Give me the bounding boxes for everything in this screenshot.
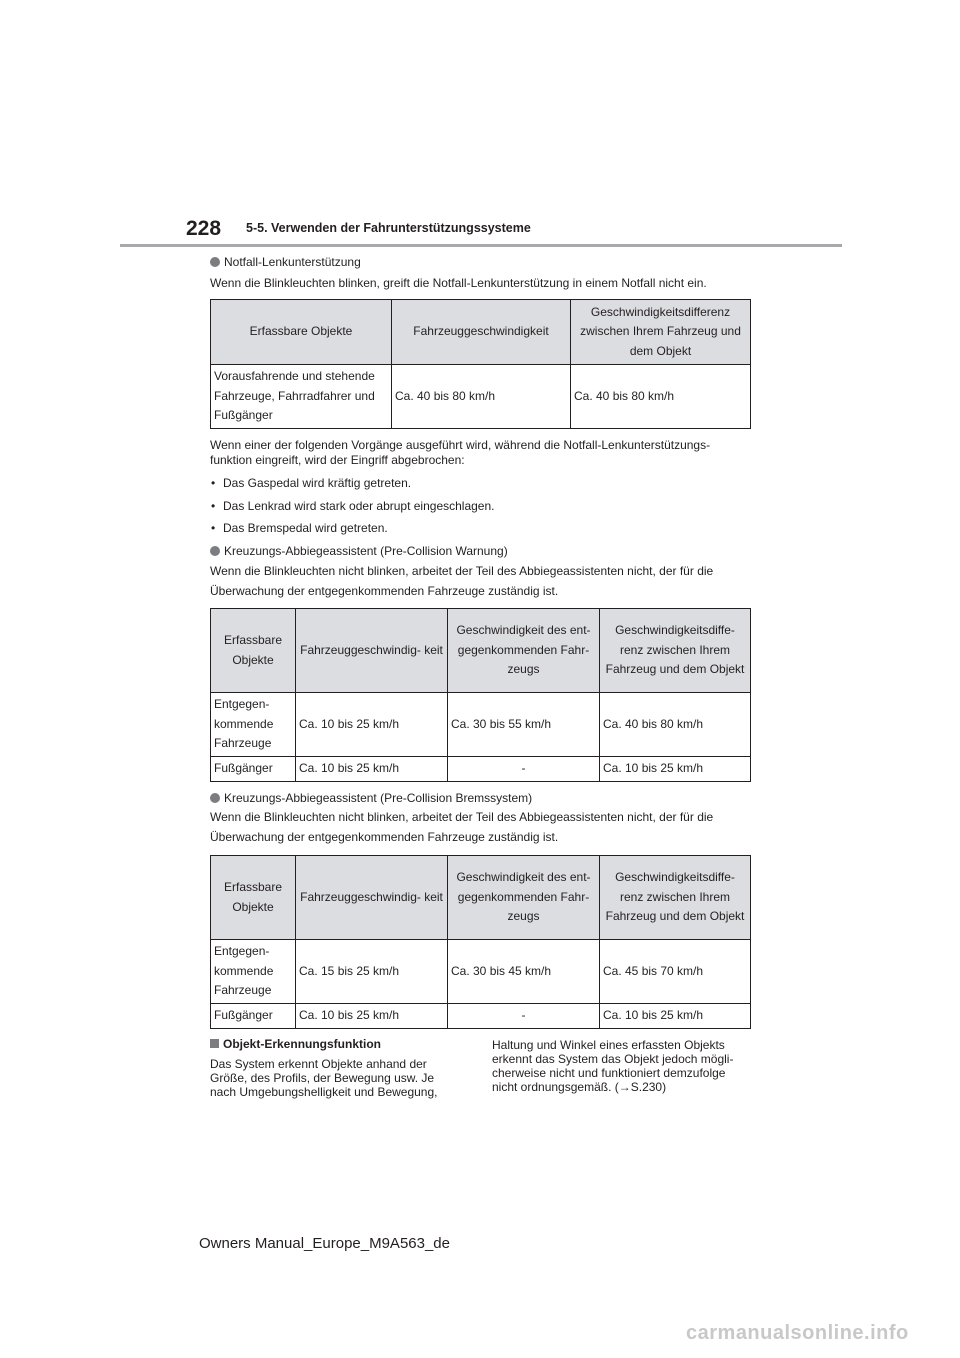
table-header-cell: Geschwindigkeitsdifferenz zwischen Ihrem Fahrzeug und dem Objekt (571, 300, 751, 365)
table-header-cell: Geschwindigkeitsdiffe- renz zwischen Ihrem Fahrzeug und dem Objekt (600, 856, 751, 940)
table-cell: Vorausfahrende und stehende Fahrzeuge, Fahrradfahrer und Fußgänger (211, 365, 392, 429)
table-cell: Ca. 10 bis 25 km/h (296, 757, 448, 782)
watermark: carmanualsonline.info (686, 1322, 909, 1344)
page-number: 228 (186, 217, 222, 240)
table-header-cell: Erfassbare Objekte (211, 609, 296, 693)
section4-right-text: Haltung und Winkel eines erfassten Objekts erkennt das System das Objekt jedoch mögli- cherweise nicht und funktioniert demzufolge nicht ordnungsgemäß. (→S.230) (492, 1038, 734, 1094)
table-cell: Ca. 45 bis 70 km/h (600, 940, 751, 1004)
table-cell: Fußgänger (211, 757, 296, 782)
table-cell: - (448, 757, 600, 782)
table-turn-assist-brake (210, 855, 751, 1029)
list-item: • Das Lenkrad wird stark oder abrupt eingeschlagen. (211, 499, 495, 513)
table-row (211, 365, 751, 429)
table-cell: Entgegen- kommende Fahrzeuge (211, 940, 296, 1004)
table-cell: Ca. 30 bis 45 km/h (448, 940, 600, 1004)
table-header-cell: Fahrzeuggeschwindig- keit (296, 609, 448, 693)
section3-text-line1: Wenn die Blinkleuchten nicht blinken, arbeitet der Teil des Abbiegeassistenten nicht, der für die (210, 810, 714, 824)
section4-heading: Objekt-Erkennungsfunktion (210, 1037, 381, 1052)
table-header-cell: Fahrzeuggeschwindigkeit (392, 300, 571, 365)
table-cell: - (448, 1004, 600, 1029)
table-cell: Fußgänger (211, 1004, 296, 1029)
section-title: 5-5. Verwenden der Fahrunterstützungssysteme (246, 221, 531, 235)
section1-text: Wenn die Blinkleuchten blinken, greift die Notfall-Lenkunterstützung in einem Notfall nicht ein. (210, 276, 707, 290)
table-emergency-steering (210, 299, 751, 429)
table-header-cell: Geschwindigkeitsdiffe- renz zwischen Ihrem Fahrzeug und dem Objekt (600, 609, 751, 693)
section1-after-text: Wenn einer der folgenden Vorgänge ausgeführt wird, während die Notfall-Lenkunterstützungs- funktion eingreift, wird der Eingriff abgebrochen: (210, 438, 711, 467)
table-turn-assist-warning (210, 608, 751, 782)
table-cell: Ca. 40 bis 80 km/h (571, 365, 751, 429)
table-cell: Entgegen- kommende Fahrzeuge (211, 693, 296, 757)
table-row (211, 940, 751, 1004)
header-divider (120, 244, 842, 247)
bullet-dot-icon (210, 257, 220, 267)
list-item: • Das Gaspedal wird kräftig getreten. (211, 476, 412, 490)
section3-heading: Kreuzungs-Abbiegeassistent (Pre-Collision Bremssystem) (210, 791, 532, 806)
section2-heading: Kreuzungs-Abbiegeassistent (Pre-Collision Warnung) (210, 544, 508, 559)
table-row (211, 757, 751, 782)
table-header-cell: Geschwindigkeit des ent- gegenkommenden Fahr- zeugs (448, 856, 600, 940)
table-cell: Ca. 40 bis 80 km/h (392, 365, 571, 429)
list-item: • Das Bremspedal wird getreten. (211, 521, 388, 535)
section2-text-line2: Überwachung der entgegenkommenden Fahrzeuge zuständig ist. (210, 584, 559, 598)
table-cell: Ca. 30 bis 55 km/h (448, 693, 600, 757)
footer-text: Owners Manual_Europe_M9A563_de (199, 1235, 450, 1252)
section4-left-text: Das System erkennt Objekte anhand der Größe, des Profils, der Bewegung usw. Je nach Umgebungshelligkeit und Bewegung, (210, 1057, 438, 1099)
section2-text-line1: Wenn die Blinkleuchten nicht blinken, arbeitet der Teil des Abbiegeassistenten nicht, der für die (210, 564, 714, 578)
table-cell: Ca. 15 bis 25 km/h (296, 940, 448, 1004)
table-cell: Ca. 10 bis 25 km/h (600, 757, 751, 782)
table-header-cell: Fahrzeuggeschwindig- keit (296, 856, 448, 940)
bullet-square-icon (210, 1039, 219, 1048)
table-header-cell: Geschwindigkeit des ent- gegenkommenden Fahr- zeugs (448, 609, 600, 693)
table-cell: Ca. 10 bis 25 km/h (600, 1004, 751, 1029)
table-cell: Ca. 40 bis 80 km/h (600, 693, 751, 757)
table-cell: Ca. 10 bis 25 km/h (296, 693, 448, 757)
bullet-dot-icon (210, 793, 220, 803)
table-cell: Ca. 10 bis 25 km/h (296, 1004, 448, 1029)
table-row (211, 1004, 751, 1029)
table-header-cell: Erfassbare Objekte (211, 300, 392, 365)
bullet-dot-icon (210, 546, 220, 556)
section3-text-line2: Überwachung der entgegenkommenden Fahrzeuge zuständig ist. (210, 830, 559, 844)
table-header-cell: Erfassbare Objekte (211, 856, 296, 940)
section1-heading: Notfall-Lenkunterstützung (210, 255, 361, 270)
table-row (211, 693, 751, 757)
